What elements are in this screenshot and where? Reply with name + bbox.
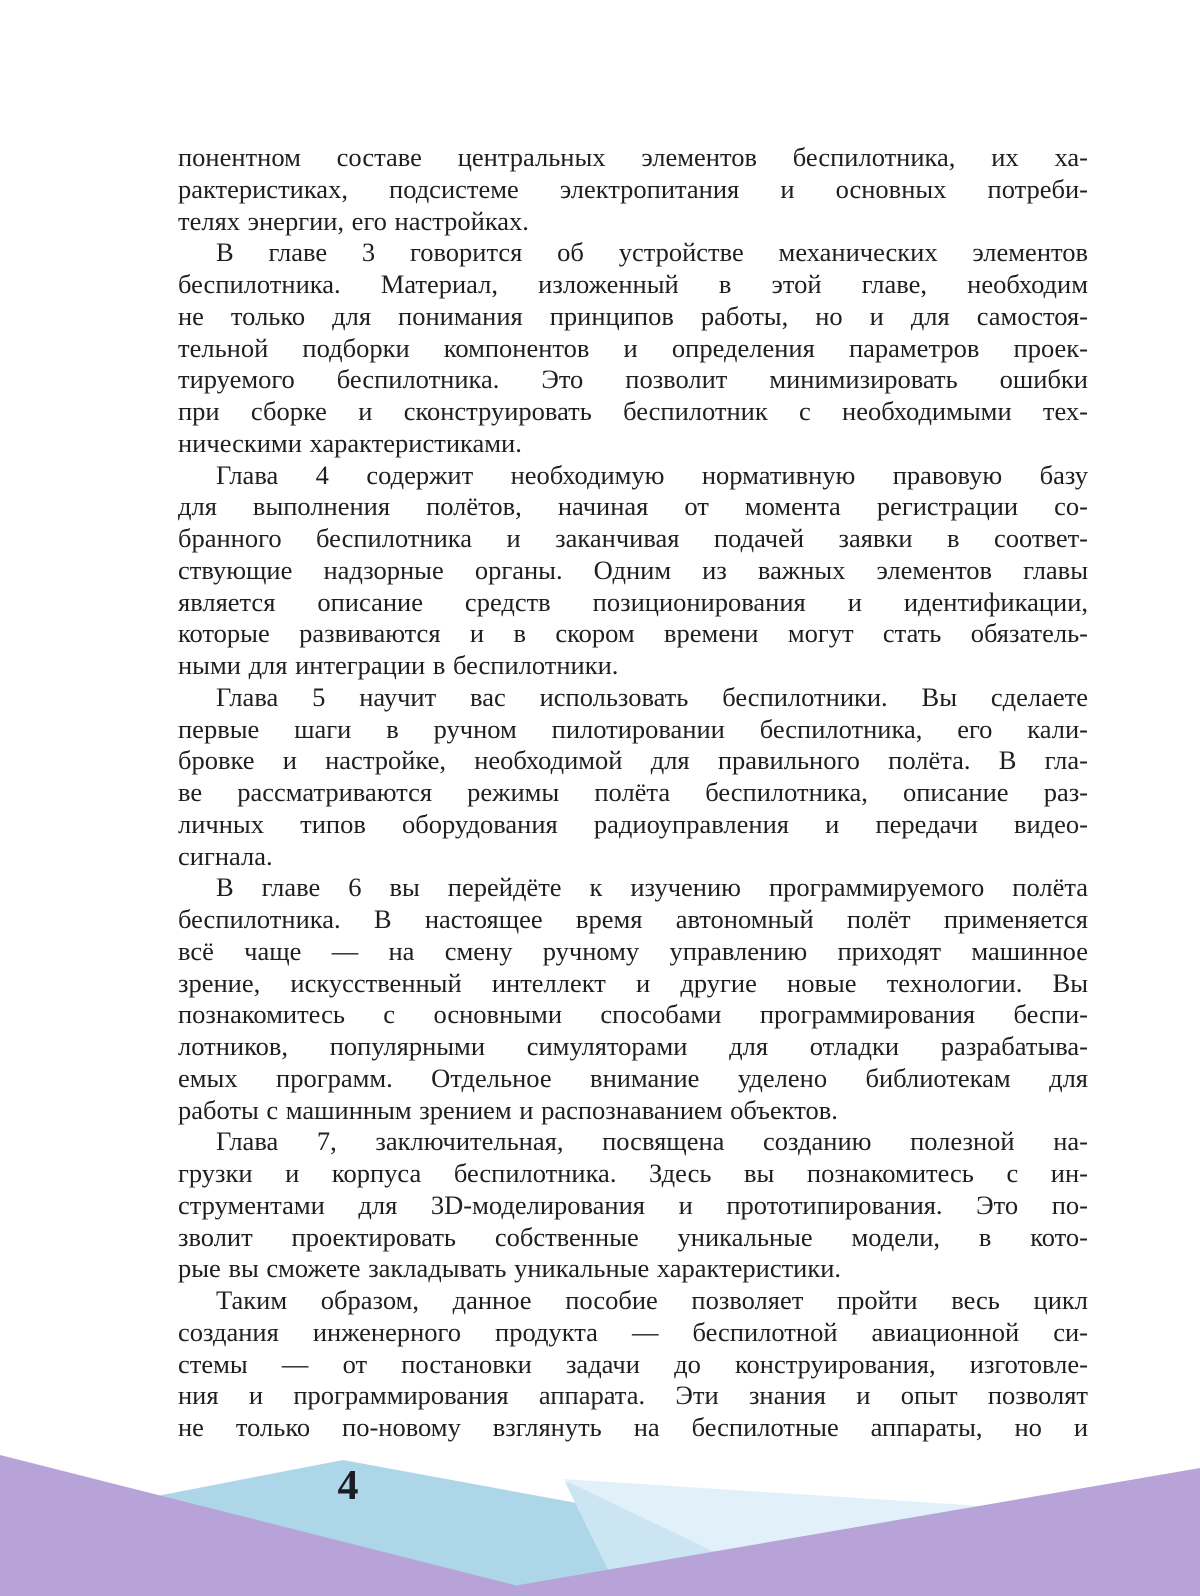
text-line: ническими характеристиками. [178, 427, 522, 458]
text-line: В главе 3 говорится об устройстве механических элементов [216, 237, 1088, 268]
text-line: тируемого беспилотника. Это позволит минимизировать ошибки [178, 364, 1088, 395]
text-line: зрение, искусственный интеллект и другие новые технологии. Вы [178, 967, 1088, 998]
text-line: бранного беспилотника и заканчивая подачей заявки в соответ- [178, 523, 1088, 553]
text-line: Глава 7, заключительная, посвящена созданию полезной на- [216, 1126, 1088, 1157]
text-line: Глава 5 научит вас использовать беспилотники. Вы сделаете [216, 681, 1088, 712]
paragraph [178, 1126, 1088, 1285]
text-line: емых программ. Отдельное внимание уделено библиотекам для [178, 1062, 1088, 1093]
text-line: сигнала. [178, 840, 273, 871]
text-line: ствующие надзорные органы. Одним из важных элементов главы [178, 554, 1088, 585]
text-line: рактеристиках, подсистеме электропитания и основных потреби- [178, 173, 1088, 204]
text-line: работы с машинным зрением и распознаванием объектов. [178, 1094, 838, 1125]
text-line: познакомитесь с основными способами программирования беспи- [178, 999, 1088, 1030]
text-line: понентном составе центральных элементов беспилотника, их ха- [178, 142, 1088, 172]
text-line: при сборке и сконструировать беспилотник с необходимыми тех- [178, 396, 1088, 426]
text-line: ния и программирования аппарата. Эти знания и опыт позволят [178, 1380, 1088, 1411]
paragraph [178, 142, 1088, 237]
text-line: не только по-новому взглянуть на беспилотные аппараты, но и [178, 1412, 1088, 1442]
text-line: рые вы сможете закладывать уникальные характеристики. [178, 1253, 842, 1284]
paragraph [178, 237, 1088, 459]
footer-decoration [0, 1426, 1200, 1596]
text-line: личных типов оборудования радиоуправления и передачи видео- [178, 808, 1088, 839]
paragraph [178, 682, 1088, 873]
paragraph [178, 460, 1088, 682]
text-line: Таким образом, данное пособие позволяет пройти весь цикл [216, 1285, 1088, 1315]
page-number: 4 [337, 1463, 359, 1509]
text-line: бровке и настройке, необходимой для правильного полёта. В гла- [178, 745, 1088, 776]
text-line: лотников, популярными симуляторами для отладки разрабатыва- [178, 1031, 1088, 1061]
text-line: тельной подборки компонентов и определения параметров проек- [178, 332, 1088, 363]
text-line: грузки и корпуса беспилотника. Здесь вы познакомитесь с ин- [178, 1158, 1088, 1188]
text-line: не только для понимания принципов работы, но и для самостоя- [178, 300, 1088, 331]
page-text [178, 142, 1088, 1444]
text-line: первые шаги в ручном пилотировании беспилотника, его кали- [178, 713, 1088, 744]
text-line: струментами для 3D-моделирования и прототипирования. Это по- [178, 1189, 1088, 1220]
text-line: беспилотника. В настоящее время автономный полёт применяется [178, 904, 1088, 934]
page-footer [0, 1426, 1200, 1596]
text-line: ве рассматриваются режимы полёта беспилотника, описание раз- [178, 777, 1088, 807]
text-line: В главе 6 вы перейдёте к изучению программируемого полёта [216, 872, 1088, 903]
paragraph [178, 1285, 1088, 1444]
text-line: зволит проектировать собственные уникальные модели, в кото- [178, 1221, 1088, 1252]
text-line: всё чаще — на смену ручному управлению приходят машинное [178, 935, 1088, 966]
text-line: беспилотника. Материал, изложенный в этой главе, необходим [178, 269, 1088, 299]
text-line: которые развиваются и в скором времени могут стать обязатель- [178, 618, 1088, 649]
text-line: стемы — от постановки задачи до конструирования, изготовле- [178, 1348, 1088, 1379]
text-line: ными для интеграции в беспилотники. [178, 650, 619, 680]
paragraph [178, 872, 1088, 1126]
text-line: телях энергии, его настройках. [178, 205, 529, 236]
text-line: Глава 4 содержит необходимую нормативную правовую базу [216, 459, 1088, 490]
text-line: для выполнения полётов, начиная от момента регистрации со- [178, 491, 1088, 522]
text-line: создания инженерного продукта — беспилотной авиационной си- [178, 1316, 1088, 1347]
text-line: является описание средств позиционирования и идентификации, [178, 586, 1088, 617]
